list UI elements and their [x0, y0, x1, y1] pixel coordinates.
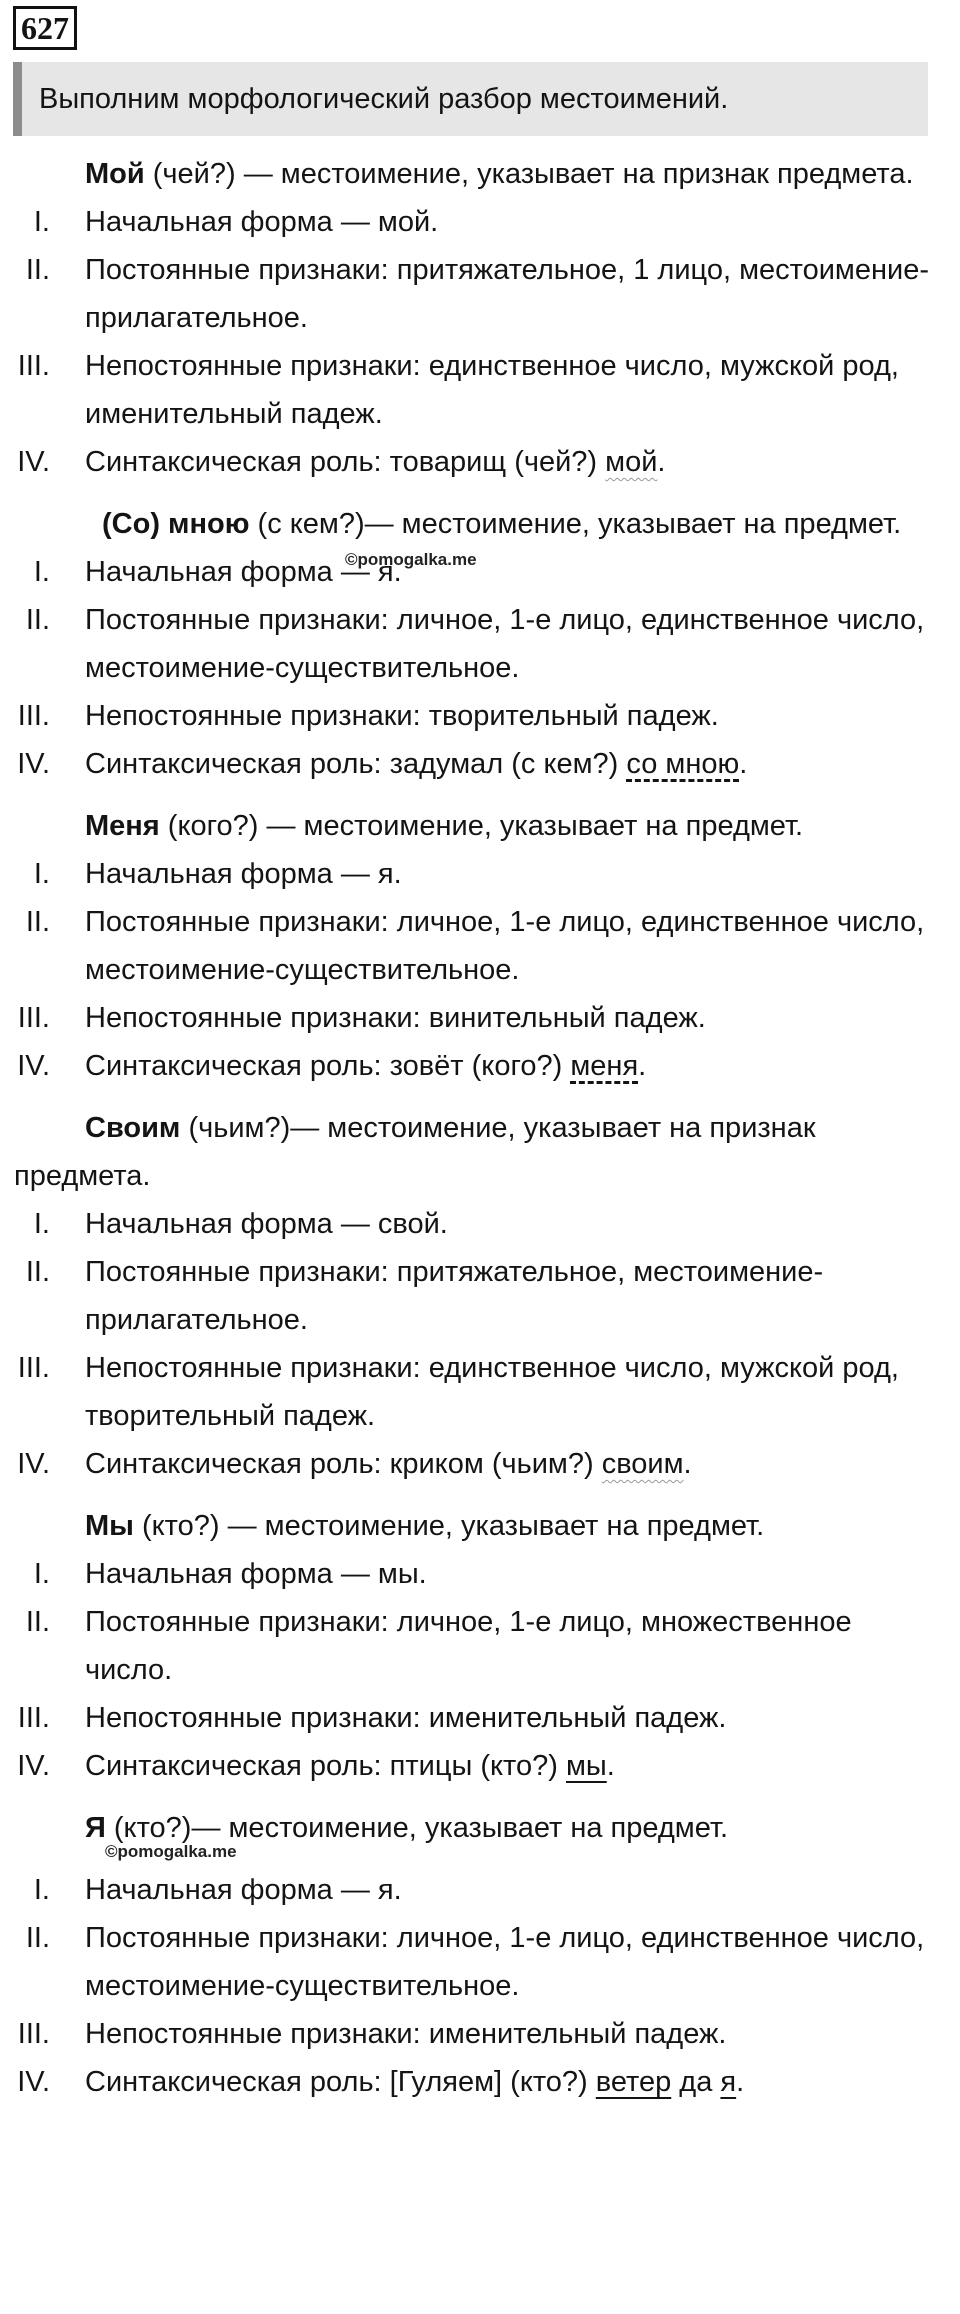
heading-text: (кого?) — местоимение, указывает на предмет. — [159, 810, 804, 842]
section-moy — [0, 150, 960, 486]
list-item — [0, 1200, 960, 1248]
item-text: Постоянные признаки: личное, 1-е лицо, единственное число, местоимение-существительное. — [85, 1922, 925, 2002]
roman-numeral: IV. — [17, 1050, 50, 1082]
roman-numeral: IV. — [17, 1750, 50, 1782]
roman-numeral: I. — [33, 1208, 50, 1240]
syntactic-mark: со мною — [626, 748, 740, 780]
list-item — [0, 2010, 960, 2058]
item-text: Синтаксическая роль: криком (чьим?) — [85, 1448, 602, 1480]
roman-numeral: III. — [17, 2018, 50, 2050]
section-ya — [0, 1804, 960, 2106]
item-text: Синтаксическая роль: птицы (кто?) — [85, 1750, 566, 1782]
item-text: Постоянные признаки: притяжательное, 1 лицо, местоимение-прилагательное. — [85, 254, 929, 334]
roman-numeral: III. — [17, 1002, 50, 1034]
section-my — [0, 1502, 960, 1790]
feature-list — [0, 1866, 960, 2106]
heading-text: (чей?) — местоимение, указывает на признак предмета. — [144, 158, 914, 190]
section-heading — [0, 150, 960, 198]
item-text: Непостоянные признаки: винительный падеж. — [85, 1002, 706, 1034]
roman-numeral: I. — [33, 206, 50, 238]
roman-numeral: II. — [25, 1606, 50, 1638]
list-item — [0, 1550, 960, 1598]
syntactic-mark: ветер — [595, 2066, 672, 2098]
section-heading — [0, 500, 960, 548]
section-heading — [0, 1104, 960, 1200]
item-text: Непостоянные признаки: именительный падеж. — [85, 1702, 727, 1734]
list-item — [0, 548, 960, 596]
heading-text: (чьим?)— местоимение, указывает на признак предмета. — [14, 1112, 816, 1192]
heading-text: (кто?)— местоимение, указывает на предмет. — [105, 1812, 729, 1844]
syntactic-mark: мой — [605, 446, 658, 478]
feature-list — [0, 198, 960, 486]
item-text: Начальная форма — мы. — [85, 1558, 427, 1590]
pronoun-word: Меня — [85, 810, 160, 842]
syntactic-mark-2: я — [720, 2066, 737, 2098]
list-item — [0, 342, 960, 438]
list-item — [0, 1042, 960, 1090]
section-so-mnoyu — [0, 500, 960, 788]
item-text: Начальная форма — свой. — [85, 1208, 448, 1240]
list-item — [0, 2058, 960, 2106]
item-text: Постоянные признаки: притяжательное, местоимение-прилагательное. — [85, 1256, 824, 1336]
roman-numeral: III. — [17, 700, 50, 732]
pronoun-word: Я — [85, 1812, 106, 1844]
pronoun-word: Мой — [85, 158, 145, 190]
feature-list — [0, 548, 960, 788]
item-text-end: . — [683, 1448, 692, 1480]
item-text: Синтаксическая роль: зовёт (кого?) — [85, 1050, 571, 1082]
list-item — [0, 1914, 960, 2010]
list-item — [0, 1248, 960, 1344]
list-item — [0, 438, 960, 486]
item-text: Начальная форма — я. — [85, 858, 402, 890]
syntactic-mark: своим — [601, 1448, 684, 1480]
feature-list — [0, 1200, 960, 1488]
pronoun-word: Своим — [85, 1112, 181, 1144]
roman-numeral: III. — [17, 1702, 50, 1734]
list-item — [0, 246, 960, 342]
item-text: Постоянные признаки: личное, 1-е лицо, единственное число, местоимение-существительное. — [85, 604, 925, 684]
list-item — [0, 1344, 960, 1440]
item-text: Непостоянные признаки: единственное число, мужской род, творительный падеж. — [85, 1352, 899, 1432]
item-text-end: . — [606, 1750, 615, 1782]
item-text: Непостоянные признаки: творительный падеж. — [85, 700, 719, 732]
item-text: Синтаксическая роль: товарищ (чей?) — [85, 446, 606, 478]
roman-numeral: II. — [25, 604, 50, 636]
pronoun-word: (Со) мною — [102, 508, 250, 540]
list-item — [0, 692, 960, 740]
watermark: ©pomogalka.me — [345, 550, 477, 569]
feature-list — [0, 1550, 960, 1790]
item-text: Синтаксическая роль: [Гуляем] (кто?) — [85, 2066, 596, 2098]
list-item — [0, 1742, 960, 1790]
syntactic-mark: меня — [570, 1050, 639, 1082]
roman-numeral: II. — [25, 254, 50, 286]
item-text: Начальная форма — мой. — [85, 206, 439, 238]
section-svoim — [0, 1104, 960, 1488]
list-item — [0, 1694, 960, 1742]
list-item — [0, 994, 960, 1042]
heading-text: (с кем?)— местоимение, указывает на предмет. — [249, 508, 902, 540]
roman-numeral: I. — [33, 1558, 50, 1590]
heading-text: (кто?) — местоимение, указывает на предмет. — [133, 1510, 765, 1542]
list-item — [0, 898, 960, 994]
roman-numeral: II. — [25, 906, 50, 938]
syntactic-mark: мы — [565, 1750, 607, 1782]
item-text: Начальная форма — я. — [85, 556, 402, 588]
list-item — [0, 740, 960, 788]
roman-numeral: IV. — [17, 2066, 50, 2098]
feature-list — [0, 850, 960, 1090]
section-heading — [0, 1502, 960, 1550]
section-menya — [0, 802, 960, 1090]
item-text-end: . — [638, 1050, 647, 1082]
roman-numeral: I. — [33, 1874, 50, 1906]
item-text: Начальная форма — я. — [85, 1874, 402, 1906]
item-text: Непостоянные признаки: именительный падеж. — [85, 2018, 727, 2050]
list-item — [0, 1440, 960, 1488]
roman-numeral: IV. — [17, 748, 50, 780]
roman-numeral: II. — [25, 1922, 50, 1954]
roman-numeral: IV. — [17, 446, 50, 478]
list-item — [0, 198, 960, 246]
list-item — [0, 1598, 960, 1694]
item-text-mid: да — [671, 2066, 721, 2098]
watermark: ©pomogalka.me — [105, 1842, 237, 1861]
item-text: Постоянные признаки: личное, 1-е лицо, множественное число. — [85, 1606, 852, 1686]
item-text-end: . — [657, 446, 666, 478]
item-text: Постоянные признаки: личное, 1-е лицо, единственное число, местоимение-существительное. — [85, 906, 925, 986]
roman-numeral: III. — [17, 350, 50, 382]
item-text-end: . — [736, 2066, 745, 2098]
section-heading — [0, 802, 960, 850]
roman-numeral: I. — [33, 556, 50, 588]
analysis-content — [0, 150, 960, 2120]
roman-numeral: I. — [33, 858, 50, 890]
roman-numeral: II. — [25, 1256, 50, 1288]
intro-banner: Выполним морфологический разбор местоимений. — [13, 62, 928, 136]
item-text: Синтаксическая роль: задумал (с кем?) — [85, 748, 627, 780]
pronoun-word: Мы — [85, 1510, 134, 1542]
list-item — [0, 850, 960, 898]
item-text-end: . — [739, 748, 748, 780]
task-number: 627 — [13, 6, 77, 50]
list-item — [0, 596, 960, 692]
item-text: Непостоянные признаки: единственное число, мужской род, именительный падеж. — [85, 350, 899, 430]
roman-numeral: III. — [17, 1352, 50, 1384]
roman-numeral: IV. — [17, 1448, 50, 1480]
list-item — [0, 1866, 960, 1914]
